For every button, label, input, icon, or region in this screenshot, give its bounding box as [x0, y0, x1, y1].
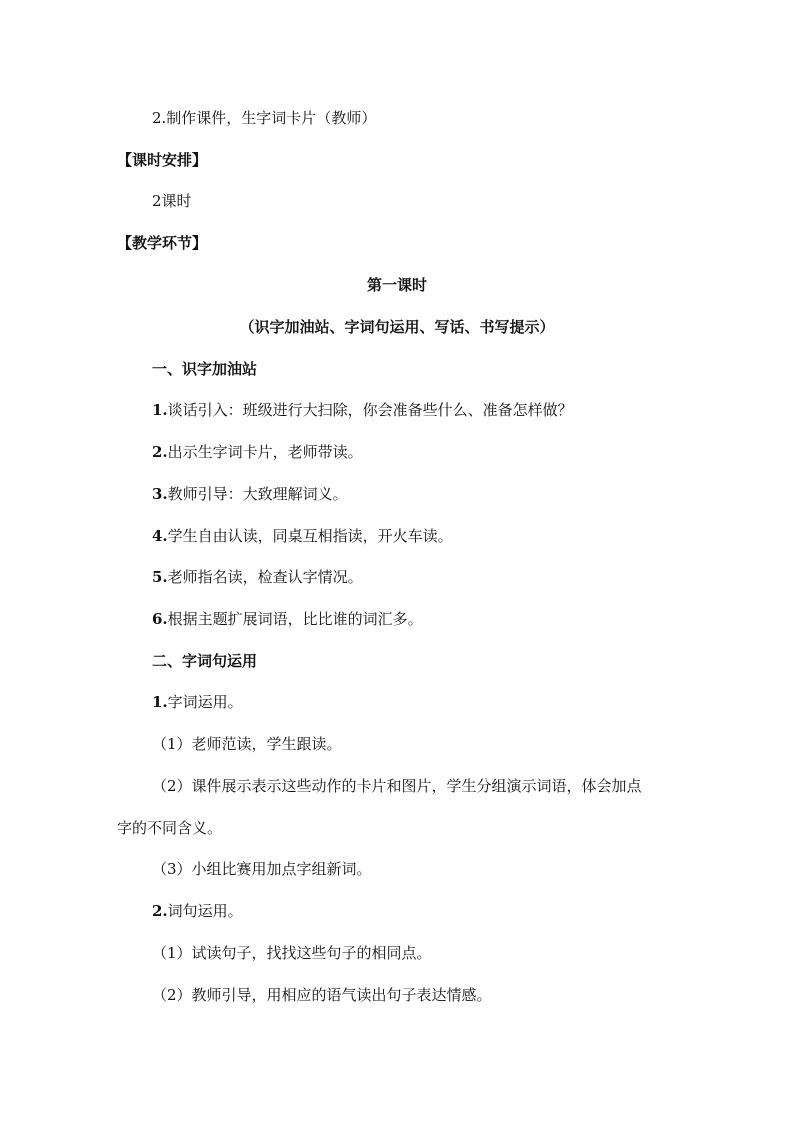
item-number: 2.	[152, 443, 168, 461]
item-number: 3.	[152, 485, 168, 503]
list-item	[152, 484, 348, 504]
list-item	[152, 901, 243, 921]
item-number: 6.	[152, 610, 168, 628]
item-text: 老师指名读，检查认字情况。	[167, 568, 363, 586]
prep-item-2: 2.制作课件，生字词卡片（教师）	[152, 109, 377, 127]
sub-item: （3）小组比赛用加点字组新词。	[152, 860, 372, 878]
lesson-subtitle: （识字加油站、字词句运用、写话、书写提示）	[239, 318, 555, 336]
item-number: 1.	[152, 693, 168, 711]
item-number: 1.	[152, 401, 168, 419]
sub-item: （1）老师范读，学生跟读。	[152, 735, 342, 753]
schedule-text: 2课时	[152, 192, 192, 210]
item-text: 根据主题扩展词语，比比谁的词汇多。	[167, 610, 423, 628]
item-text: 出示生字词卡片，老师带读。	[167, 443, 363, 461]
list-item	[152, 526, 453, 546]
item-number: 2.	[152, 902, 168, 920]
item-text: 谈话引入：班级进行大扫除，你会准备些什么、准备怎样做？	[167, 401, 573, 419]
list-item	[152, 609, 423, 629]
section-2-title: 二、字词句运用	[152, 652, 258, 670]
sub-item: （1）试读句子，找找这些句子的相同点。	[152, 944, 432, 962]
item-text: 词句运用。	[167, 902, 243, 920]
item-number: 4.	[152, 527, 168, 545]
list-item	[152, 692, 243, 712]
list-item	[152, 400, 573, 420]
item-text: 学生自由认读，同桌互相指读，开火车读。	[167, 527, 453, 545]
sub-item-continuation: 字的不同含义。	[117, 819, 223, 837]
sub-item: （2）教师引导，用相应的语气读出句子表达情感。	[152, 986, 492, 1004]
lesson-title: 第一课时	[366, 276, 427, 294]
item-text: 教师引导：大致理解词义。	[167, 485, 348, 503]
section-1-title: 一、识字加油站	[152, 360, 258, 378]
item-text: 字词运用。	[167, 693, 243, 711]
list-item	[152, 567, 363, 587]
heading-steps: 【教学环节】	[117, 234, 208, 252]
sub-item: （2）课件展示表示这些动作的卡片和图片，学生分组演示词语，体会加点	[152, 777, 642, 795]
item-number: 5.	[152, 568, 168, 586]
heading-schedule: 【课时安排】	[117, 151, 208, 169]
list-item	[152, 442, 363, 462]
